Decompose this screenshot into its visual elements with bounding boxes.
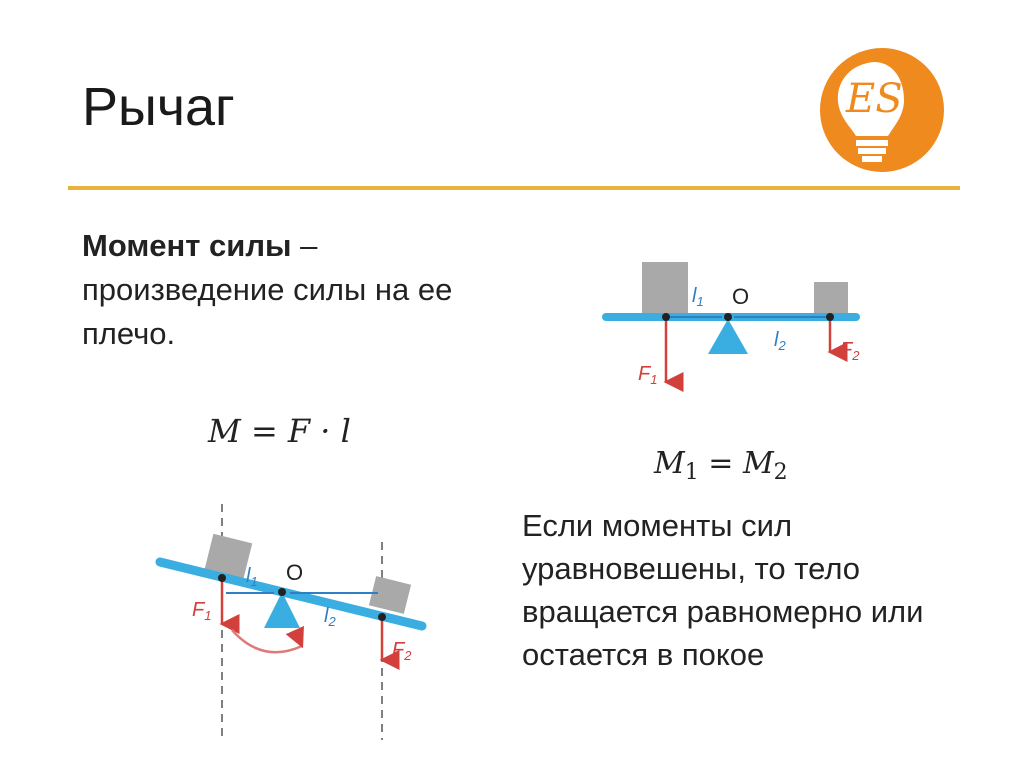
- svg-text:l1: $l_1$: [692, 285, 704, 309]
- svg-text:l1: $l_1$: [246, 565, 258, 589]
- svg-text:O: O: [286, 560, 304, 585]
- svg-text:F2: $F_2$: [840, 339, 860, 363]
- moment-formula: M = F · l: [208, 412, 351, 450]
- point-f1: [218, 574, 226, 582]
- logo-icon: [812, 44, 944, 176]
- definition-text: [82, 224, 502, 356]
- definition-body: произведение силы на ее плечо.: [82, 272, 453, 351]
- balance-left-sub: 1: [684, 460, 699, 485]
- balance-right: M: [742, 446, 774, 481]
- balance-formula: [654, 446, 788, 485]
- balance-right-sub: 2: [773, 460, 788, 485]
- balance-left: M: [654, 446, 685, 481]
- slide-title: Рычаг: [82, 77, 235, 137]
- point-f2: [826, 313, 834, 321]
- pivot-point: [724, 313, 732, 321]
- weight-left: [642, 262, 688, 314]
- svg-text:l2: $l_2$: [324, 605, 336, 629]
- svg-text:F1: $F_1$: [192, 599, 212, 623]
- weight-right: [814, 282, 848, 314]
- balance-eq: =: [698, 446, 743, 481]
- weight-right: [369, 576, 411, 614]
- svg-text:F1: $F_1$: [638, 363, 658, 387]
- rotation-arrow: [232, 630, 302, 652]
- definition-term: Момент силы: [82, 228, 292, 263]
- fulcrum: [708, 319, 748, 354]
- svg-text:F2: $F_2$: [392, 639, 412, 663]
- svg-text:l2: $l_2$: [774, 329, 786, 353]
- svg-text:ES: ES: [846, 76, 903, 122]
- svg-text:O: O: [732, 284, 750, 309]
- title-underline: [68, 186, 960, 190]
- equilibrium-note: Если моменты сил уравновешены, то тело вращается равномерно или остается в покое: [522, 508, 924, 672]
- pivot-point: [278, 588, 286, 596]
- balanced-lever-diagram: [596, 256, 866, 406]
- tilted-lever-diagram: [150, 496, 440, 746]
- point-f1: [662, 313, 670, 321]
- point-f2: [378, 613, 386, 621]
- definition-dash: –: [291, 228, 318, 263]
